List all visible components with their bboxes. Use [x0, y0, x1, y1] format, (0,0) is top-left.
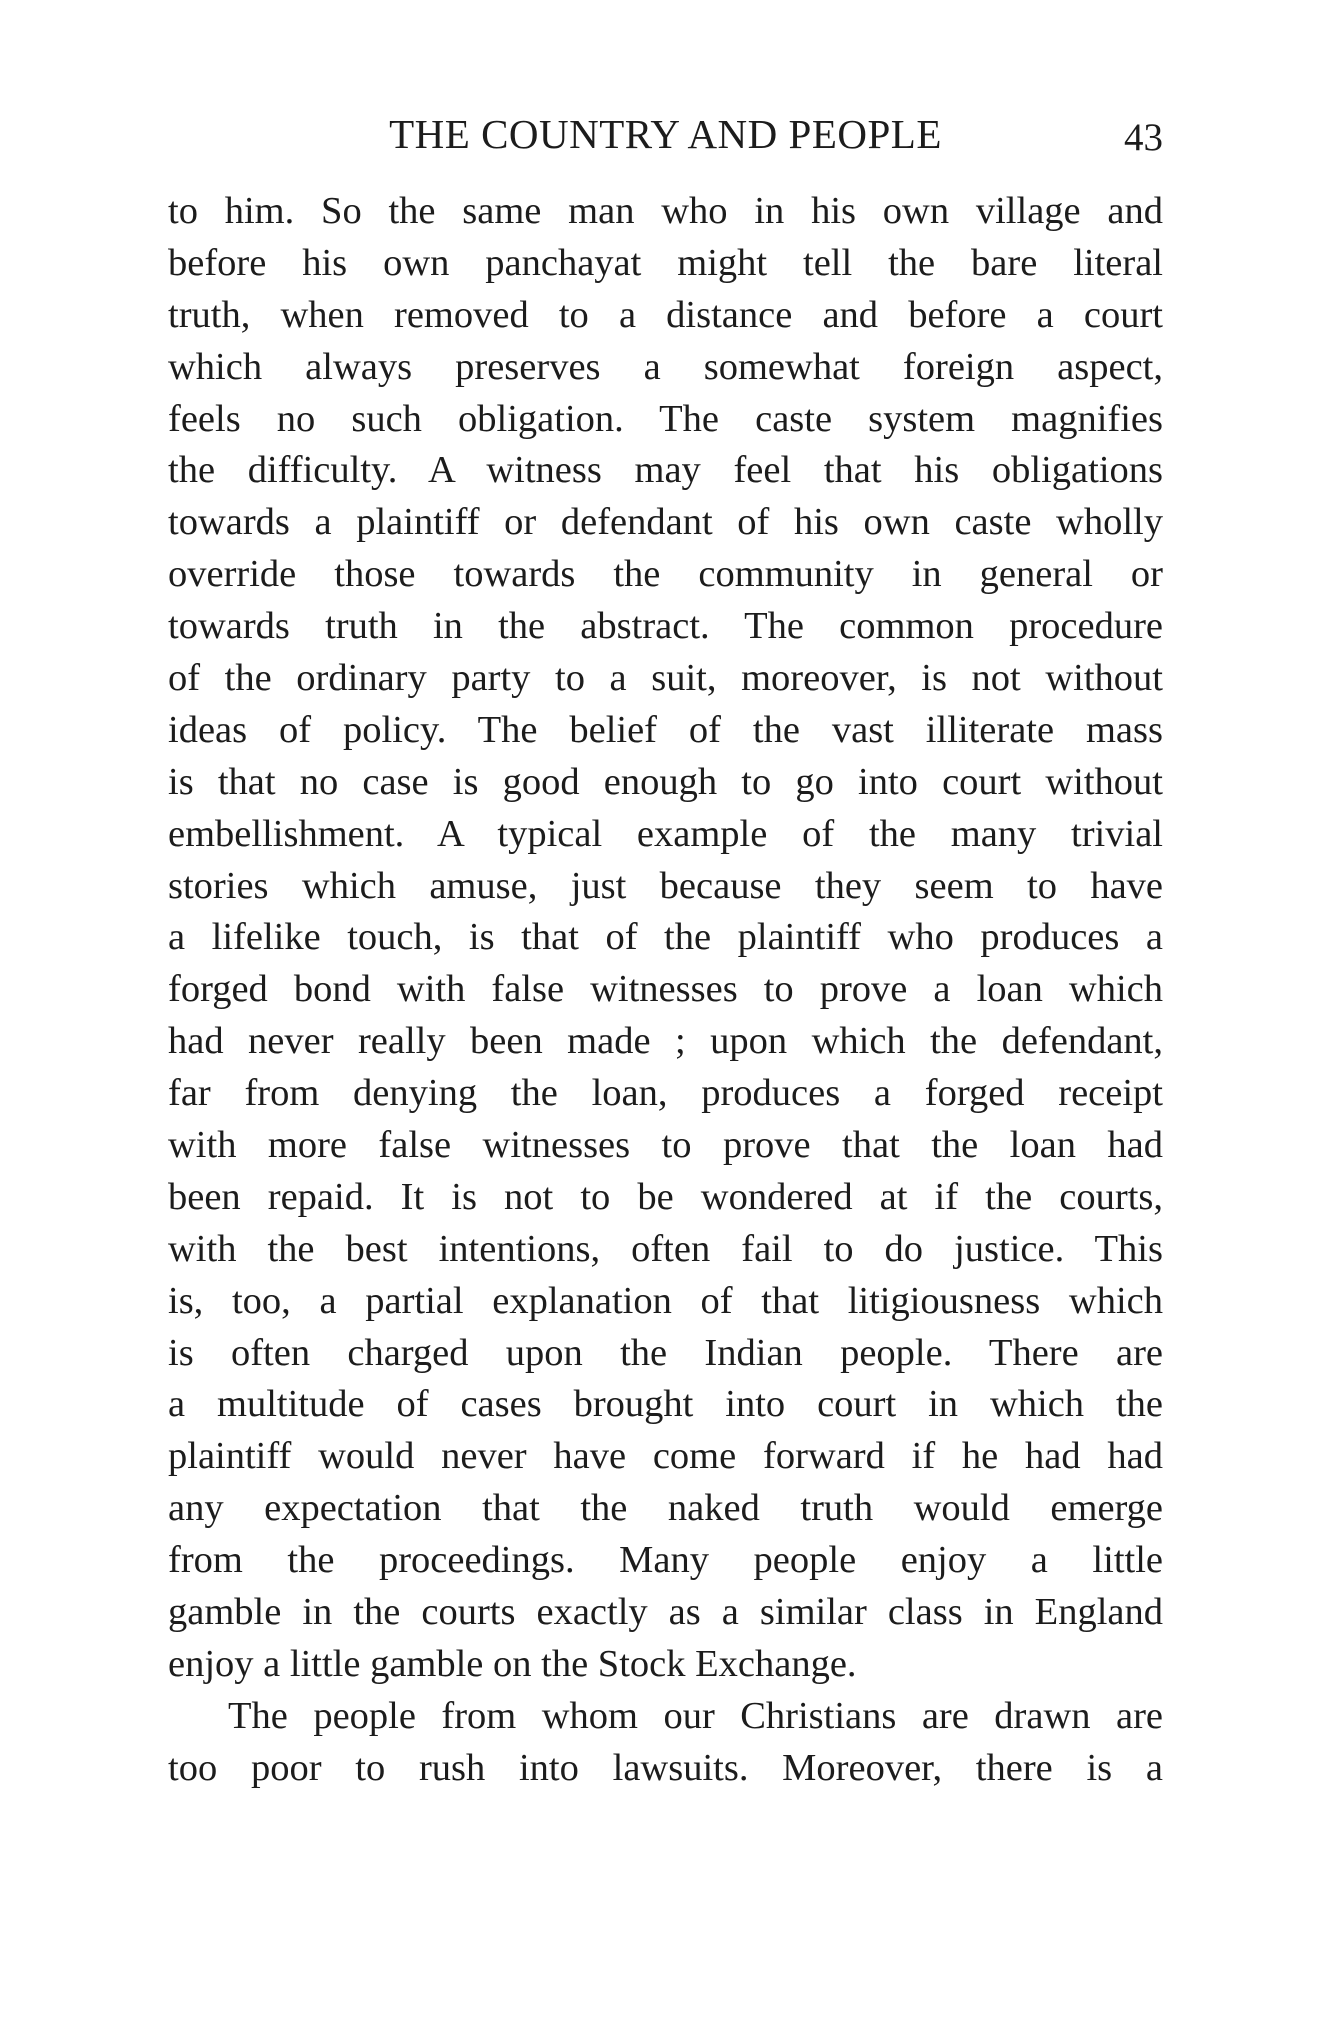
text-line: before his own panchayat might tell the bare literal [168, 241, 1163, 284]
text-line: from the proceedings. Many people enjoy a little [168, 1539, 1163, 1582]
text-line: any expectation that the naked truth would emerge [168, 1487, 1163, 1530]
text-line: a lifelike touch, is that of the plaintiff who produces a [168, 916, 1163, 959]
text-line: gamble in the courts exactly as a similar class in England [168, 1591, 1163, 1634]
text-line: far from denying the loan, produces a forged receipt [168, 1072, 1163, 1115]
text-line: been repaid. It is not to be wondered at if the courts, [168, 1175, 1163, 1218]
text-line: forged bond with false witnesses to prove a loan which [168, 968, 1163, 1011]
text-line: override those towards the community in general or [168, 553, 1163, 596]
page-number: 43 [1124, 116, 1163, 159]
text-line: truth, when removed to a distance and before a court [168, 293, 1163, 336]
text-line: with the best intentions, often fail to do justice. This [168, 1227, 1163, 1270]
text-line: is often charged upon the Indian people. There are [168, 1331, 1163, 1374]
text-line: too poor to rush into lawsuits. Moreover, there is a [168, 1746, 1163, 1789]
text-line: stories which amuse, just because they seem to have [168, 864, 1163, 907]
text-line: had never really been made ; upon which the defendant, [168, 1020, 1163, 1063]
paragraph-end-line: enjoy a little gamble on the Stock Exchange. [168, 1642, 857, 1685]
text-line: ideas of policy. The belief of the vast illiterate mass [168, 708, 1163, 751]
text-line: which always preserves a somewhat foreign aspect, [168, 345, 1163, 388]
text-line: a multitude of cases brought into court in which the [168, 1383, 1163, 1426]
paragraph-start-line: The people from whom our Christians are drawn are [228, 1694, 1163, 1737]
text-line: feels no such obligation. The caste system magnifies [168, 397, 1163, 440]
running-title: THE COUNTRY AND PEOPLE [389, 111, 942, 157]
text-line: is, too, a partial explanation of that litigiousness which [168, 1279, 1163, 1322]
text-line: embellishment. A typical example of the many trivial [168, 812, 1163, 855]
text-line: towards truth in the abstract. The common procedure [168, 605, 1163, 648]
text-line: of the ordinary party to a suit, moreover, is not without [168, 657, 1163, 700]
body-text [168, 186, 1163, 1795]
running-head [168, 104, 1163, 164]
text-line: to him. So the same man who in his own village and [168, 190, 1163, 232]
text-line: is that no case is good enough to go into court without [168, 760, 1163, 803]
text-line: towards a plaintiff or defendant of his own caste wholly [168, 501, 1163, 544]
text-line: with more false witnesses to prove that the loan had [168, 1124, 1163, 1167]
text-line: the difficulty. A witness may feel that his obligations [168, 449, 1163, 492]
text-line: plaintiff would never have come forward if he had had [168, 1435, 1163, 1478]
